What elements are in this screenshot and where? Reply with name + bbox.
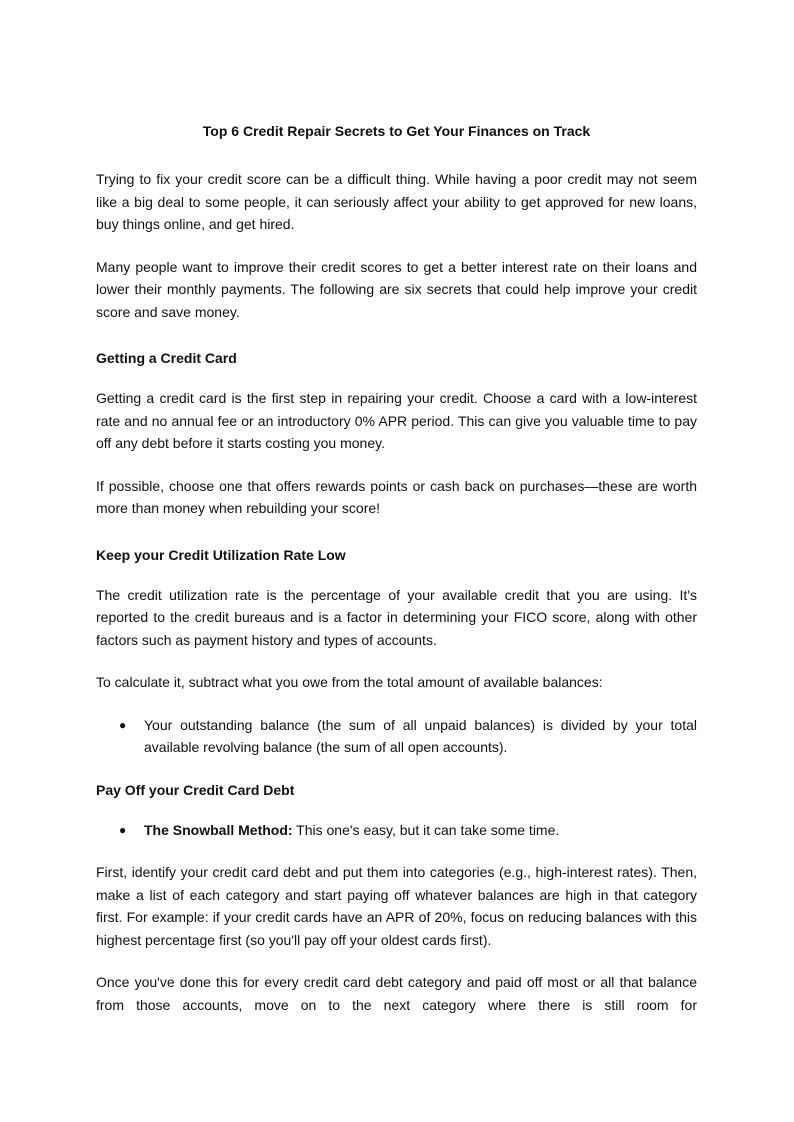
- section-heading-pay-off: Pay Off your Credit Card Debt: [96, 781, 295, 798]
- utilization-paragraph-2: To calculate it, subtract what you owe from the total amount of available balances:: [96, 674, 603, 690]
- page-title: Top 6 Credit Repair Secrets to Get Your Finances on Track: [202, 123, 591, 139]
- intro-paragraph-1: Trying to fix your credit score can be a difficult thing. While having a poor credit may not seem like a big deal to some people, it can seriously affect your ability to get approved for new loans, buy things online, and get hired.: [96, 171, 697, 232]
- bullet-icon: ●: [119, 717, 127, 732]
- bullet-text: Your outstanding balance (the sum of all unpaid balances) is divided by your total available revolving balance (the sum of all open accounts).: [144, 716, 697, 755]
- section-heading-credit-card: Getting a Credit Card: [96, 350, 237, 366]
- utilization-bullet-list: [96, 714, 697, 759]
- pay-off-paragraph-1: First, identify your credit card debt and put them into categories (e.g., high-interest rates). Then, make a list of each category and start paying off whatever balances are high in that category first. For example: if your credit cards have an APR of 20%, focus on reducing balances with this highest percentage first (so you'll pay off your oldest cards first).: [96, 864, 697, 948]
- bullet-text: This one's easy, but it can take some time.: [292, 821, 560, 838]
- credit-card-paragraph-2: If possible, choose one that offers rewards points or cash back on purchases—these are worth more than money when rebuilding your score!: [96, 477, 697, 516]
- intro-paragraph-2: Many people want to improve their credit scores to get a better interest rate on their loans and lower their monthly payments. The following are six secrets that could help improve your credit score and save money.: [96, 258, 697, 320]
- list-item: [119, 714, 697, 759]
- pay-off-bullet-list: [96, 819, 697, 842]
- section-heading-utilization: Keep your Credit Utilization Rate Low: [96, 546, 346, 563]
- list-item: [119, 819, 697, 842]
- bullet-bold-label: The Snowball Method:: [144, 821, 293, 838]
- credit-card-paragraph-1: Getting a credit card is the first step in repairing your credit. Choose a card with a low-interest rate and no annual fee or an introductory 0% APR period. This can give you valuable time to pay off any debt before it starts costing you money.: [96, 390, 697, 451]
- pay-off-paragraph-2: Once you've done this for every credit card debt category and paid off most or all that balance from those accounts, move on to the next category where there is still room for: [96, 974, 697, 1013]
- bullet-icon: ●: [119, 822, 127, 837]
- utilization-paragraph-1: The credit utilization rate is the percentage of your available credit that you are using. It's reported to the credit bureaus and is a factor in determining your FICO score, along with other factors such as payment history and types of accounts.: [96, 586, 697, 648]
